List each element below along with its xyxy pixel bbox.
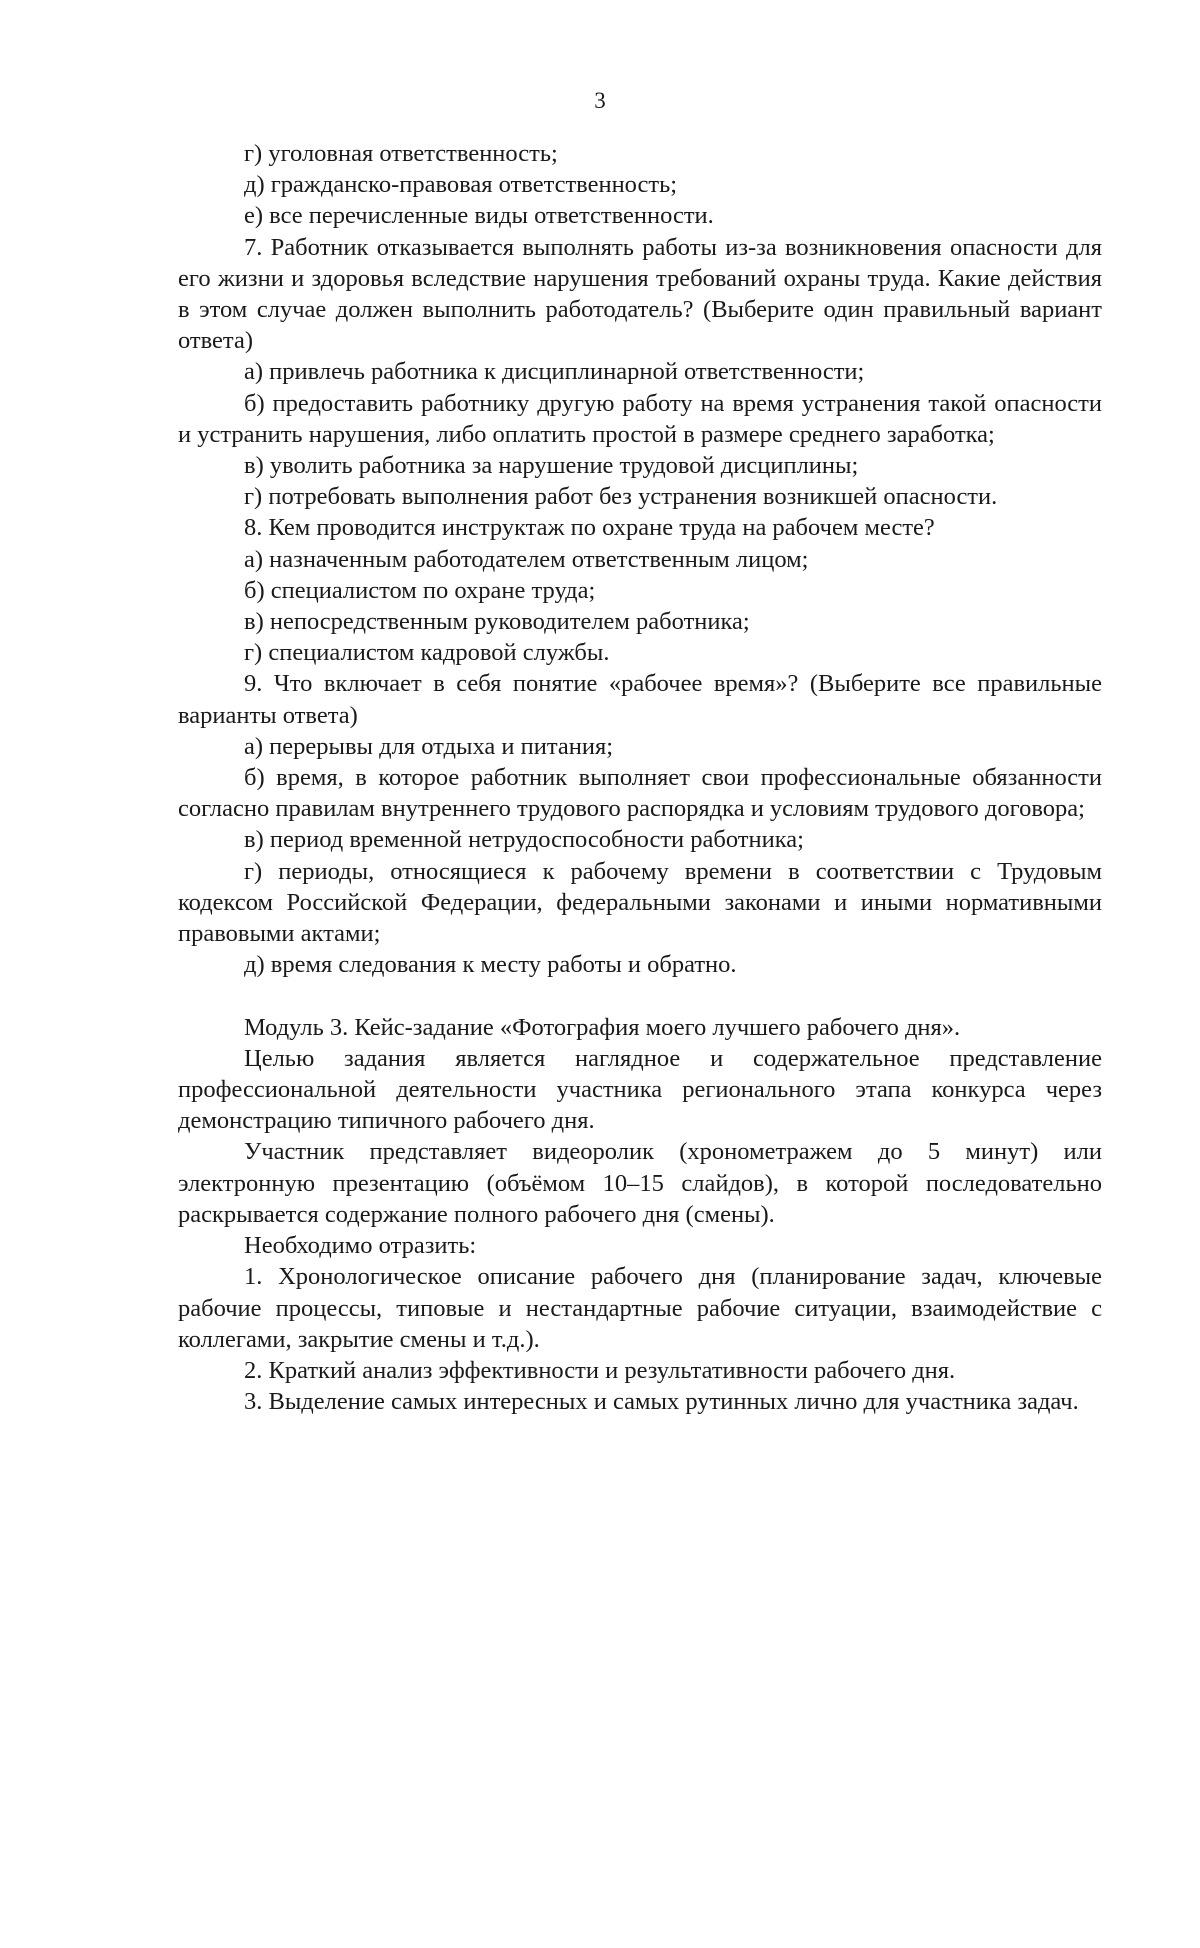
question8-option-a: а) назначенным работодателем ответственным лицом; [244,545,809,573]
question9-option-b: б) время, в которое работник выполняет свои профессиональные обязанности согласно правилам внутреннего трудового распорядка и условиям трудового договора; [178,764,1102,823]
question6-option-g: г) уголовная ответственность; [244,140,558,167]
question9-text: 9. Что включает в себя понятие «рабочее время»? (Выберите все правильные варианты ответа) [178,670,1102,729]
question7-option-a: а) привлечь работника к дисциплинарной ответственности; [244,358,865,386]
question6-option-d: д) гражданско-правовая ответственность; [244,171,678,199]
page-number: 3 [594,88,606,113]
question9-option-d: д) время следования к месту работы и обратно. [244,951,737,979]
question9-option-g: г) периоды, относящиеся к рабочему времени в соответствии с Трудовым кодексом Российской Федерации, федеральными законами и иными нормативными правовыми актами; [178,857,1102,948]
module3-item-1: 1. Хронологическое описание рабочего дня (планирование задач, ключевые рабочие процессы, типовые и нестандартные рабочие ситуации, взаимодействие с коллегами, закрытие смены и т.д.). [178,1263,1102,1353]
module3-required-intro: Необходимо отразить: [244,1232,477,1260]
question7-option-b: б) предоставить работнику другую работу на время устранения такой опасности и устранить нарушения, либо оплатить простой в размере среднего заработка; [178,389,1102,448]
module3-format: Участник представляет видеоролик (хронометражем до 5 минут) или электронную презентацию (объёмом 10–15 слайдов), в которой последовательно раскрывается содержание полного рабочего дня (смены). [178,1138,1102,1228]
module3-goal: Целью задания является наглядное и содержательное представление профессиональной деятельности участника регионального этапа конкурса через демонстрацию типичного рабочего дня. [178,1044,1102,1135]
question8-option-v: в) непосредственным руководителем работника; [244,608,750,636]
question7-option-v: в) уволить работника за нарушение трудовой дисциплины; [244,452,859,480]
question7-option-g: г) потребовать выполнения работ без устранения возникшей опасности. [244,483,998,511]
question7-text: 7. Работник отказывается выполнять работы из-за возникновения опасности для его жизни и здоровья вследствие нарушения требований охраны труда. Какие действия в этом случае должен выполнить работодатель? (Выберите один правильный вариант ответа) [178,233,1102,355]
section-spacer [178,980,1102,1011]
question8-option-g: г) специалистом кадровой службы. [244,639,610,667]
document-body [178,138,1102,1417]
module3-item-2: 2. Краткий анализ эффективности и результативности рабочего дня. [244,1356,956,1384]
module3-title: Модуль 3. Кейс-задание «Фотография моего лучшего рабочего дня». [244,1013,961,1041]
question6-option-e: е) все перечисленные виды ответственности. [244,202,714,230]
question8-text: 8. Кем проводится инструктаж по охране труда на рабочем месте? [244,514,935,542]
question8-option-b: б) специалистом по охране труда; [244,576,596,604]
question9-option-a: а) перерывы для отдыха и питания; [244,732,614,760]
module3-item-3: 3. Выделение самых интересных и самых рутинных лично для участника задач. [244,1388,1079,1416]
question9-option-v: в) период временной нетрудоспособности работника; [244,826,804,854]
